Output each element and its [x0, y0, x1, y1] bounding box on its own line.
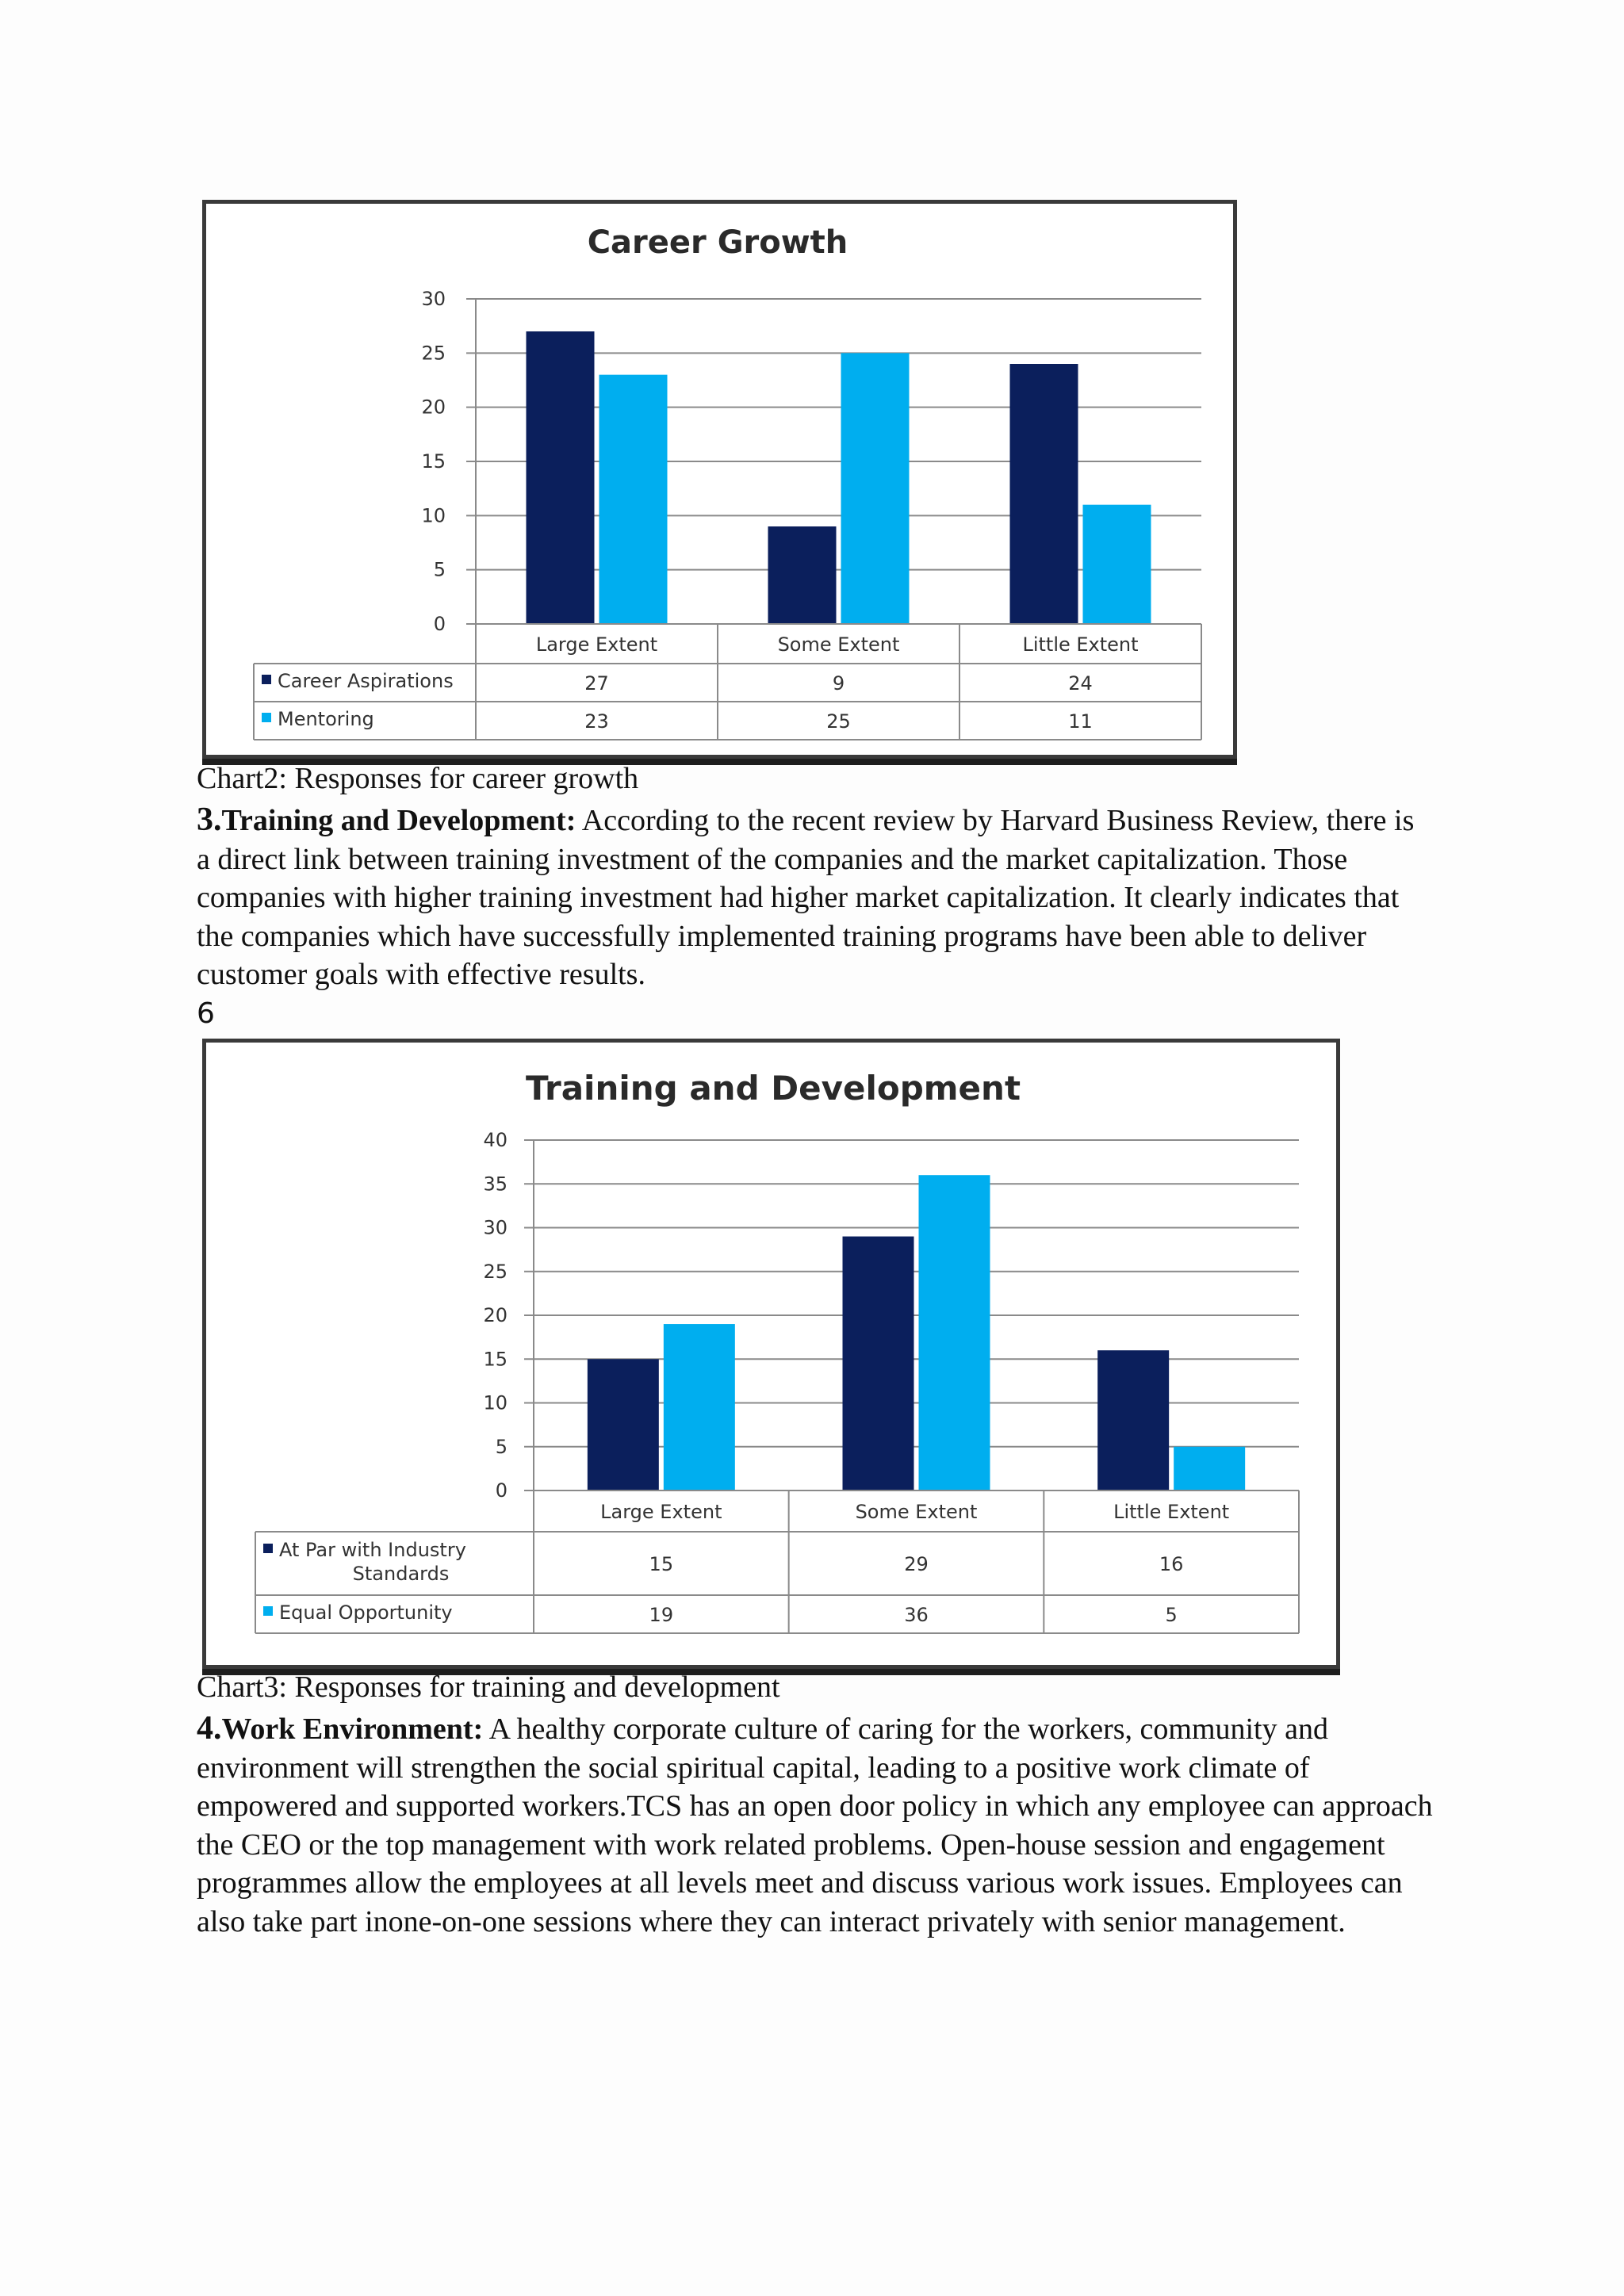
y-tick-label: 0 — [495, 1479, 508, 1502]
y-tick-label: 0 — [433, 613, 446, 635]
legend-label: Career Aspirations — [278, 670, 454, 692]
table-value: 29 — [904, 1553, 929, 1575]
y-tick-label: 10 — [483, 1391, 508, 1414]
bar — [768, 526, 837, 624]
page-number: 6 — [197, 997, 215, 1030]
table-value: 27 — [584, 672, 609, 695]
bar — [588, 1359, 659, 1490]
legend-label: At Par with Industry — [279, 1539, 466, 1561]
bar — [527, 331, 595, 624]
table-value: 11 — [1068, 710, 1093, 733]
table-value: 9 — [832, 672, 845, 695]
bar — [1174, 1447, 1245, 1490]
section4-heading: Work Environment: — [221, 1712, 484, 1746]
y-tick-label: 30 — [421, 288, 446, 310]
category-label: Some Extent — [777, 633, 900, 656]
table-value: 25 — [826, 710, 851, 733]
career-growth-chart — [202, 200, 1237, 759]
bar — [1010, 364, 1078, 624]
y-tick-label: 35 — [483, 1173, 508, 1196]
y-tick-label: 5 — [433, 558, 446, 581]
category-label: Large Extent — [600, 1501, 722, 1523]
y-tick-label: 40 — [483, 1129, 508, 1151]
y-tick-label: 20 — [421, 396, 446, 419]
y-tick-label: 5 — [495, 1435, 508, 1458]
table-value: 15 — [649, 1553, 674, 1575]
section-training-and-development — [197, 801, 1434, 994]
section4-text: A healthy corporate culture of caring for the workers, community and environment will strengthen the social spiritual capital, leading to a positive work climate of empowered and supported workers.TCS has an open door policy in which any employee can approach the CEO or the top management with work related problems. Open-house session and engagement programmes allow the employees at all levels meet and discuss various work issues. Employees can also take part inone-on-one sessions where they can interact privately with senior management. — [197, 1712, 1433, 1938]
legend-label: Equal Opportunity — [279, 1601, 453, 1624]
y-tick-label: 25 — [421, 342, 446, 365]
bar — [843, 1237, 914, 1490]
category-label: Large Extent — [535, 633, 658, 656]
section-work-environment — [197, 1709, 1434, 1941]
section3-number: 3. — [197, 802, 222, 838]
y-tick-label: 15 — [483, 1348, 508, 1371]
y-tick-label: 10 — [421, 504, 446, 527]
bar — [1083, 505, 1151, 624]
bar — [1097, 1350, 1169, 1490]
y-tick-label: 30 — [483, 1216, 508, 1239]
bar — [919, 1175, 990, 1490]
training-development-chart — [202, 1039, 1340, 1669]
y-tick-label: 15 — [421, 450, 446, 473]
table-value: 16 — [1159, 1553, 1184, 1575]
section3-heading: Training and Development: — [221, 804, 576, 837]
bar — [841, 353, 910, 624]
chart-title: Career Growth — [587, 224, 848, 261]
category-label: Little Extent — [1022, 633, 1139, 656]
table-value: 24 — [1068, 672, 1093, 695]
career-growth-chart-svg — [206, 204, 1233, 755]
table-value: 19 — [649, 1604, 674, 1626]
legend-label: Mentoring — [278, 708, 374, 730]
training-development-chart-svg — [206, 1043, 1336, 1665]
legend-label: Standards — [352, 1563, 450, 1585]
category-label: Some Extent — [855, 1501, 978, 1523]
legend-swatch — [263, 1606, 273, 1616]
section3-text: According to the recent review by Harvard Business Review, there is a direct link between training investment of the companies and the market capitalization. Those companies with higher training investment had higher market capitalization. It clearly indicates that the companies which have successfully implemented training programs have been able to deliver customer goals with effective results. — [197, 804, 1415, 991]
section4-number: 4. — [197, 1710, 222, 1747]
table-value: 23 — [584, 710, 609, 733]
chart-title: Training and Development — [525, 1069, 1021, 1108]
bar — [664, 1324, 735, 1490]
legend-swatch — [262, 713, 271, 722]
category-label: Little Extent — [1113, 1501, 1230, 1523]
table-value: 36 — [904, 1604, 929, 1626]
chart2-caption: Chart2: Responses for career growth — [197, 762, 639, 795]
bar — [599, 375, 668, 624]
table-value: 5 — [1165, 1604, 1178, 1626]
chart3-caption: Chart3: Responses for training and development — [197, 1670, 780, 1704]
legend-swatch — [262, 675, 271, 684]
legend-swatch — [263, 1544, 273, 1553]
y-tick-label: 25 — [483, 1260, 508, 1283]
y-tick-label: 20 — [483, 1304, 508, 1326]
